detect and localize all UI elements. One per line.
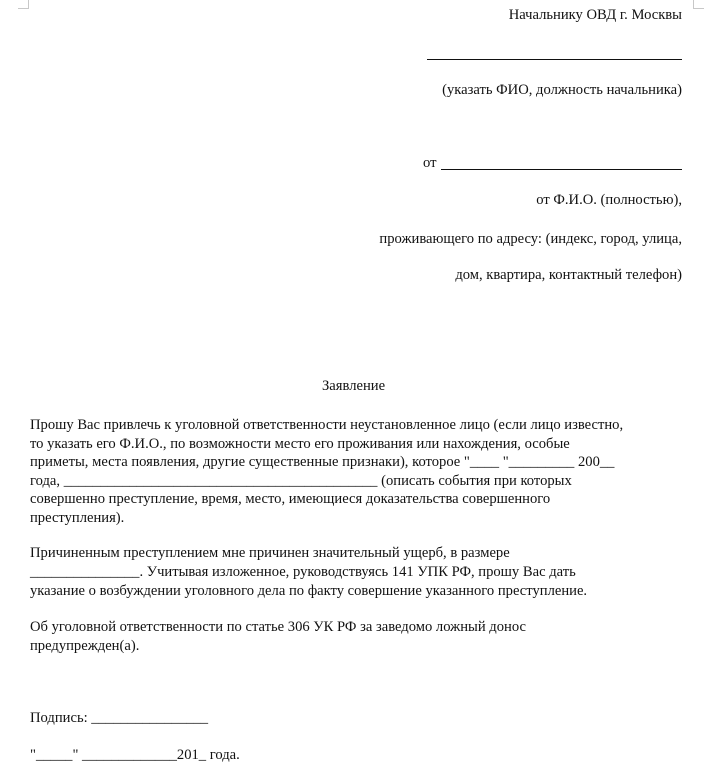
text-line: Причиненным преступлением мне причинен значительный ущерб, в размере — [30, 545, 510, 561]
from-label: от — [423, 155, 437, 171]
text-line: указание о возбуждении уголовного дела по факту совершение указанного преступление. — [30, 583, 588, 599]
document-title: Заявление — [322, 378, 386, 394]
text-line: приметы, места появления, другие существенные признаки), которое "____ "_________ 200__ — [30, 454, 615, 470]
date-line: "_____" _____________201_ года. — [30, 747, 240, 763]
text-line: _______________. Учитывая изложенное, руководствуясь 141 УПК РФ, прошу Вас дать — [30, 564, 576, 580]
text-line: преступления). — [30, 510, 125, 526]
text-line: Прошу Вас привлечь к уголовной ответственности неустановленное лицо (если лицо известно, — [30, 417, 624, 433]
text-line: предупрежден(а). — [30, 638, 140, 654]
address-hint-line1: проживающего по адресу: (индекс, город, улица, — [379, 231, 682, 247]
text-line: то указать его Ф.И.О., по возможности место его проживания или нахождения, особые — [30, 436, 570, 452]
addressee-name-blank — [427, 59, 682, 60]
text-line: года, ___________________________________________ (описать события при которых — [30, 473, 572, 489]
page-corner-mark — [18, 0, 29, 9]
addressee: Начальнику ОВД г. Москвы — [508, 7, 682, 23]
signature-line: Подпись: ________________ — [30, 710, 209, 726]
address-hint-line2: дом, квартира, контактный телефон) — [455, 267, 682, 283]
from-name-blank — [441, 169, 682, 170]
page-corner-mark — [693, 0, 704, 9]
text-line: Об уголовной ответственности по статье 306 УК РФ за заведомо ложный донос — [30, 619, 526, 635]
text-line: совершенно преступление, время, место, имеющиеся доказательства совершенного — [30, 491, 551, 507]
addressee-hint: (указать ФИО, должность начальника) — [442, 82, 682, 98]
from-hint: от Ф.И.О. (полностью), — [536, 192, 682, 208]
